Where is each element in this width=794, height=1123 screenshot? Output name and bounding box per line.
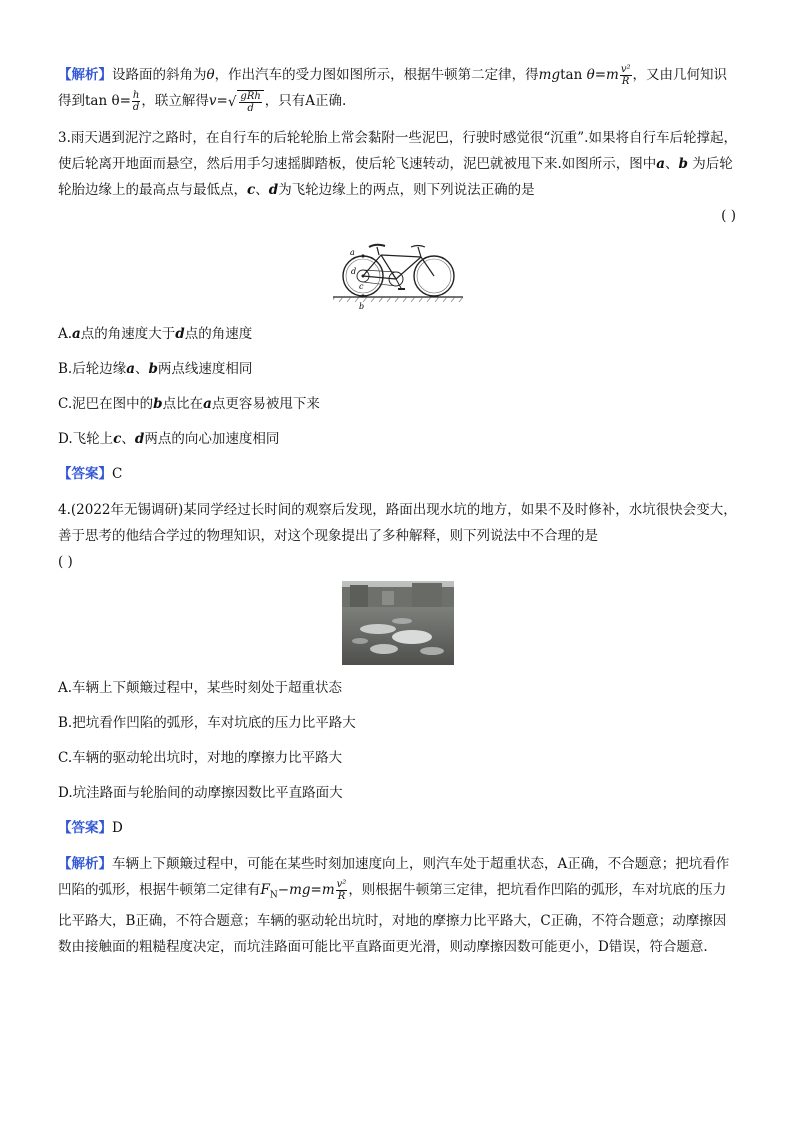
fraction-v2-over-r: $\frac{\text{v²}}{R}$: [620, 64, 631, 87]
label-c: c: [359, 281, 364, 291]
sqrt-expression: √ $\frac{\text{gRh}}{d}$: [228, 89, 265, 115]
option-c-4: C.车辆的驱动轮出坑时，对地的摩擦力比平路大: [58, 749, 343, 766]
option-a-4: A.车辆上下颠簸过程中，某些时刻处于超重状态: [58, 679, 343, 696]
option-b: B.后轮边缘a、b两点线速度相同: [58, 360, 253, 377]
label-a: a: [350, 247, 355, 257]
answer-4: 【答案】D: [58, 819, 123, 836]
answer-3: 【答案】C: [58, 465, 123, 482]
option-a: A.a点的角速度大于d点的角速度: [58, 325, 253, 342]
option-b-4: B.把坑看作凹陷的弧形，车对坑底的压力比平路大: [58, 714, 356, 731]
pothole-photo: [342, 581, 454, 665]
analysis-2: 【解析】车辆上下颠簸过程中，可能在某些时刻加速度向上，则汽车处于超重状态，A正确，不合题意；把坑看作凹陷的弧形，根据牛顿第二定律有$F_N-mg=m$ $\frac{\text{v²}}{R}$ ，则根据牛顿第三定律，把坑看作凹陷的弧形，车对坑底的压力比平路大，B正确，不符合题意；车辆的驱动轮出坑时，对地的摩擦力比平路大，C正确，不符合题意；动摩擦因数由接触面的粗糙程度决定，而坑洼路面可能比平直路面更光滑，则动摩擦因数可能更小，D错误，符合题意.: [58, 855, 730, 956]
pothole-figure: [58, 581, 738, 665]
answer-paren: ( ): [721, 207, 736, 224]
option-d: D.飞轮上c、d两点的向心加速度相同: [58, 430, 280, 447]
label-d: d: [351, 266, 357, 276]
question-4-stem: 4.(2022年无锡调研)某同学经过长时间的观察后发现，路面出现水坑的地方，如果不及时修补，水坑很快会变大，善于思考的他结合学过的物理知识，对这个现象提出了多种解释，则下列说法中不合理的是: [58, 501, 737, 544]
fraction-v2-over-r-2: $\frac{\text{v²}}{R}$: [336, 878, 347, 902]
bicycle-illustration: [333, 235, 463, 311]
option-c: C.泥巴在图中的b点比在a点更容易被甩下来: [58, 395, 320, 412]
question-3-stem: 3.雨天遇到泥泞之路时，在自行车的后轮轮胎上常会黏附一些泥巴，行驶时感觉很“沉重”.如果将自行车后轮撑起，使后轮离开地面而悬空，然后用手匀速摇脚踏板，使后轮飞速转动，泥巴就被甩下来.如图所示，图中a、b 为后轮轮胎边缘上的最高点与最低点，c、d为飞轮边缘上的两点，则下列说法正确的是: [58, 129, 737, 198]
option-d-4: D.坑洼路面与轮胎间的动摩擦因数比平直路面大: [58, 784, 343, 801]
answer-paren-4: ( ): [58, 553, 73, 570]
fraction-h-over-d: $\frac{h}{d}$: [132, 90, 140, 113]
page-content: [58, 62, 738, 960]
bicycle-figure: [58, 235, 738, 311]
analysis-1: 【解析】设路面的斜角为θ，作出汽车的受力图如图所示，根据牛顿第二定律，得mgtan θ=m $\frac{\text{v²}}{R}$ ，又由几何知识得到tan θ= $\frac{h}{d}$ ，联立解得v=√ $\frac{\text{gRh}}{d}$ ，只有A正确.: [58, 64, 727, 114]
label-b: b: [359, 301, 365, 311]
analysis-tag: 【解析】: [58, 67, 112, 83]
